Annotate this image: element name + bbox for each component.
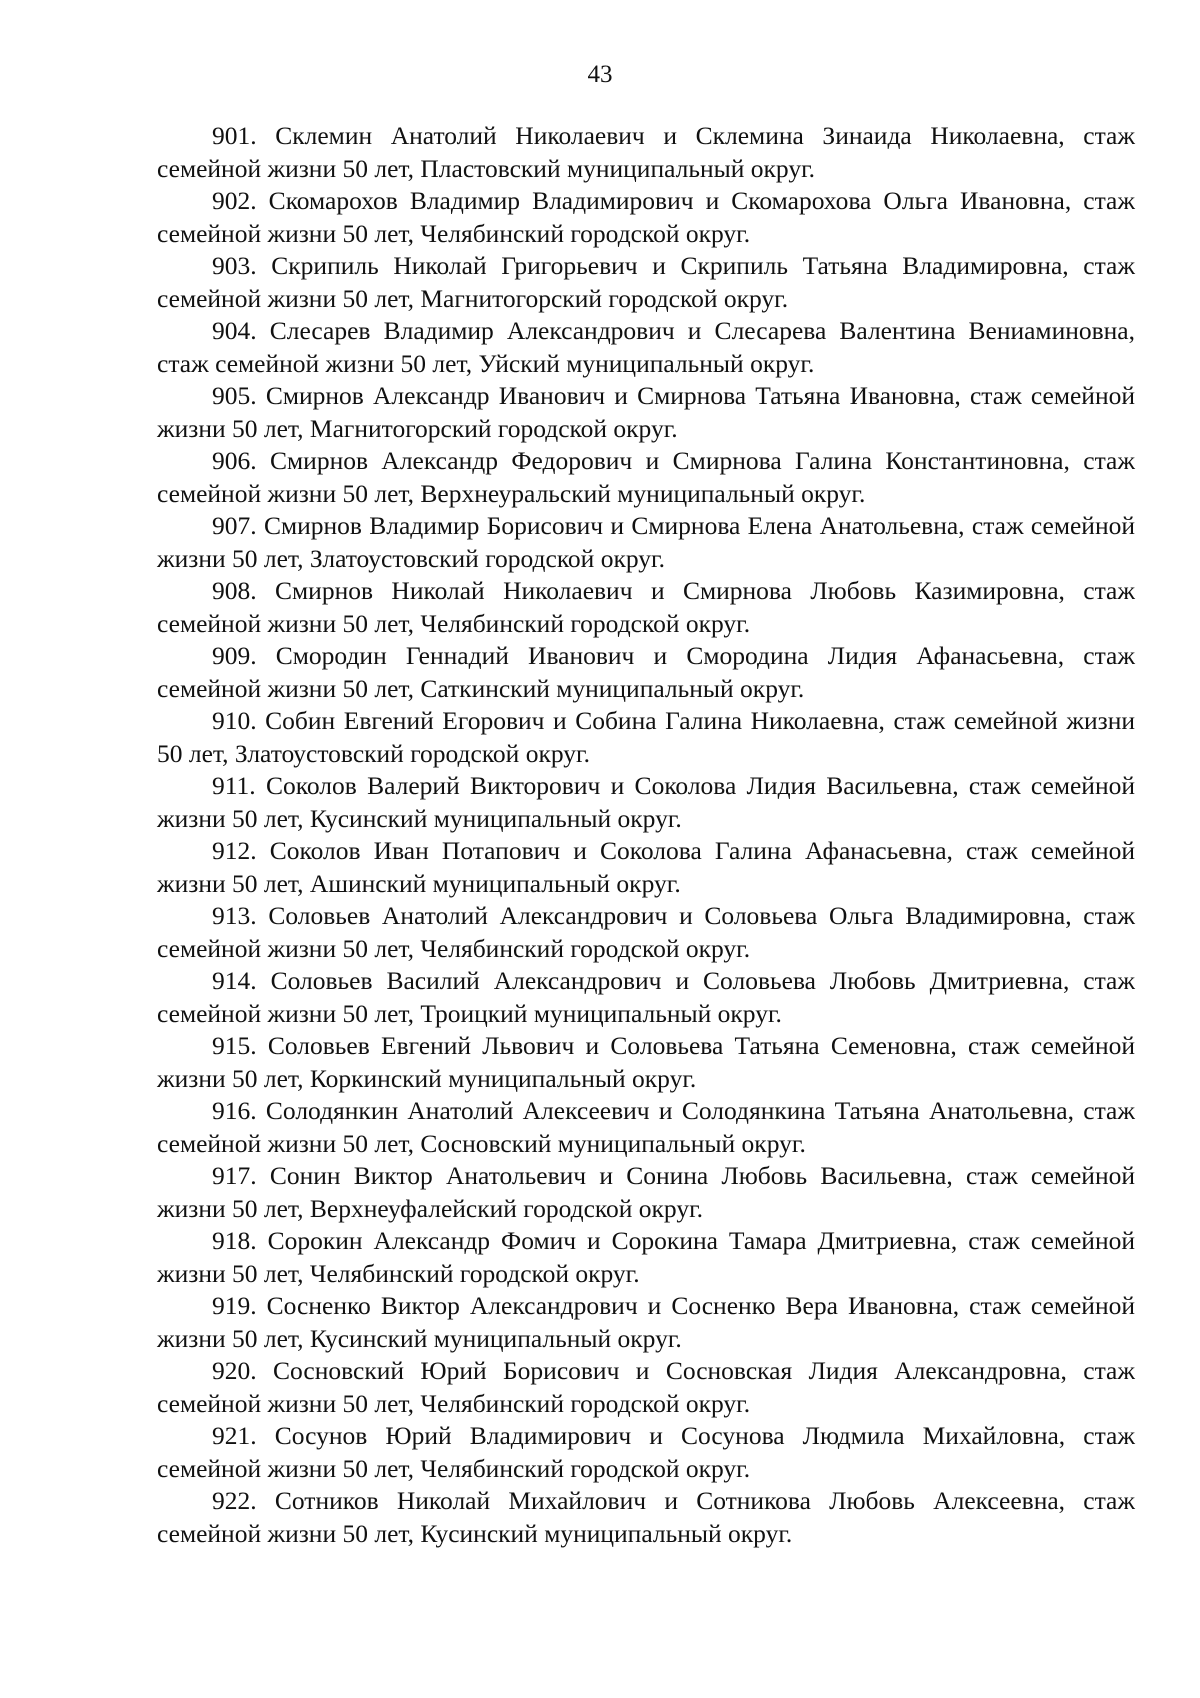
page-number: 43 bbox=[587, 61, 613, 88]
list-item: 902. Скомарохов Владимир Владимирович и Скомарохова Ольга Ивановна, стаж семейной жизни 50 лет, Челябинский городской округ. bbox=[157, 186, 1135, 248]
entries-list bbox=[157, 120, 1135, 1550]
list-item: 901. Склемин Анатолий Николаевич и Склемина Зинаида Николаевна, стаж семейной жизни 50 лет, Пластовский муниципальный округ. bbox=[157, 121, 1135, 183]
list-item: 920. Сосновский Юрий Борисович и Сосновская Лидия Александровна, стаж семейной жизни 50 лет, Челябинский городской округ. bbox=[157, 1356, 1135, 1418]
list-item: 914. Соловьев Василий Александрович и Соловьева Любовь Дмитриевна, стаж семейной жизни 50 лет, Троицкий муниципальный округ. bbox=[157, 966, 1135, 1028]
list-item: 918. Сорокин Александр Фомич и Сорокина Тамара Дмитриевна, стаж семейной жизни 50 лет, Челябинский городской округ. bbox=[157, 1226, 1135, 1288]
list-item: 910. Собин Евгений Егорович и Собина Галина Николаевна, стаж семейной жизни 50 лет, Златоустовский городской округ. bbox=[157, 706, 1135, 768]
list-item: 906. Смирнов Александр Федорович и Смирнова Галина Константиновна, стаж семейной жизни 50 лет, Верхнеуральский муниципальный округ. bbox=[157, 446, 1135, 508]
list-item: 913. Соловьев Анатолий Александрович и Соловьева Ольга Владимировна, стаж семейной жизни 50 лет, Челябинский городской округ. bbox=[157, 901, 1135, 963]
list-item: 922. Сотников Николай Михайлович и Сотникова Любовь Алексеевна, стаж семейной жизни 50 лет, Кусинский муниципальный округ. bbox=[157, 1486, 1135, 1548]
list-item: 911. Соколов Валерий Викторович и Соколова Лидия Васильевна, стаж семейной жизни 50 лет, Кусинский муниципальный округ. bbox=[157, 771, 1135, 833]
list-item: 921. Сосунов Юрий Владимирович и Сосунова Людмила Михайловна, стаж семейной жизни 50 лет, Челябинский городской округ. bbox=[157, 1421, 1135, 1483]
list-item: 919. Сосненко Виктор Александрович и Сосненко Вера Ивановна, стаж семейной жизни 50 лет, Кусинский муниципальный округ. bbox=[157, 1291, 1135, 1353]
list-item: 917. Сонин Виктор Анатольевич и Сонина Любовь Васильевна, стаж семейной жизни 50 лет, Верхнеуфалейский городской округ. bbox=[157, 1161, 1135, 1223]
list-item: 908. Смирнов Николай Николаевич и Смирнова Любовь Казимировна, стаж семейной жизни 50 лет, Челябинский городской округ. bbox=[157, 576, 1135, 638]
list-item: 907. Смирнов Владимир Борисович и Смирнова Елена Анатольевна, стаж семейной жизни 50 лет, Златоустовский городской округ. bbox=[157, 511, 1135, 573]
list-item: 912. Соколов Иван Потапович и Соколова Галина Афанасьевна, стаж семейной жизни 50 лет, Ашинский муниципальный округ. bbox=[157, 836, 1135, 898]
list-item: 916. Солодянкин Анатолий Алексеевич и Солодянкина Татьяна Анатольевна, стаж семейной жизни 50 лет, Сосновский муниципальный округ. bbox=[157, 1096, 1135, 1158]
list-item: 909. Смородин Геннадий Иванович и Смородина Лидия Афанасьевна, стаж семейной жизни 50 лет, Саткинский муниципальный округ. bbox=[157, 641, 1135, 703]
list-item: 904. Слесарев Владимир Александрович и Слесарева Валентина Вениаминовна, стаж семейной жизни 50 лет, Уйский муниципальный округ. bbox=[157, 316, 1135, 378]
list-item: 915. Соловьев Евгений Львович и Соловьева Татьяна Семеновна, стаж семейной жизни 50 лет, Коркинский муниципальный округ. bbox=[157, 1031, 1135, 1093]
list-item: 905. Смирнов Александр Иванович и Смирнова Татьяна Ивановна, стаж семейной жизни 50 лет, Магнитогорский городской округ. bbox=[157, 381, 1135, 443]
list-item: 903. Скрипиль Николай Григорьевич и Скрипиль Татьяна Владимировна, стаж семейной жизни 50 лет, Магнитогорский городской округ. bbox=[157, 251, 1135, 313]
